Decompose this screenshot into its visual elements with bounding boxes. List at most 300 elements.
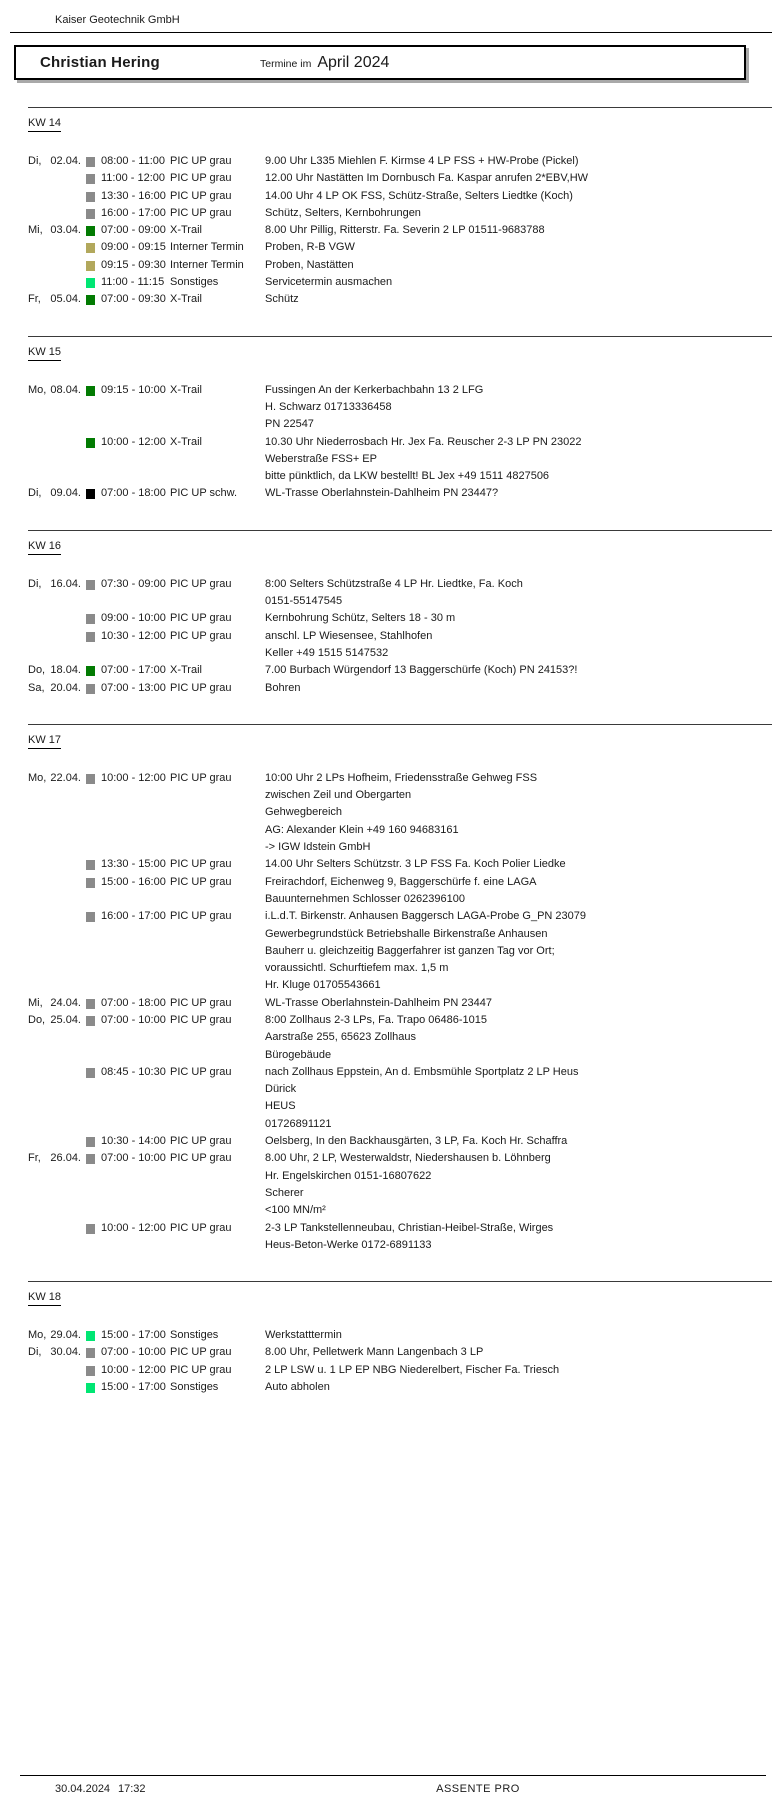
week-label: KW 14 bbox=[28, 117, 61, 132]
entry-day: Di, bbox=[28, 155, 42, 167]
appointment-row bbox=[0, 291, 780, 308]
entry-description-line: 10:00 Uhr 2 LPs Hofheim, Friedensstraße Gehweg FSS bbox=[265, 771, 538, 784]
entry-description-line: bitte pünktlich, da LKW bestellt! BL Jex +49 1511 4827506 bbox=[265, 470, 550, 483]
entry-category: PIC UP grau bbox=[170, 1363, 232, 1376]
entry-time: 16:00 - 17:00 bbox=[101, 206, 166, 219]
entry-icon-cell bbox=[86, 153, 101, 170]
entry-time: 15:00 - 17:00 bbox=[101, 1381, 166, 1394]
week-label: KW 17 bbox=[28, 734, 61, 749]
entry-day: Do, bbox=[28, 664, 46, 677]
entry-lines bbox=[265, 205, 772, 222]
entry-category: PIC UP grau bbox=[170, 1346, 232, 1359]
entry-day: Fr, bbox=[28, 1152, 41, 1165]
entry-time: 16:00 - 17:00 bbox=[101, 910, 166, 923]
category-color-icon bbox=[86, 1366, 95, 1376]
appointment-row bbox=[0, 662, 780, 679]
entry-time: 10:30 - 14:00 bbox=[101, 1135, 166, 1148]
entry-description-line: Heus-Beton-Werke 0172-6891133 bbox=[265, 1238, 432, 1251]
entry-icon-cell bbox=[86, 856, 101, 873]
entry-description-line: Werkstatttermin bbox=[265, 1329, 342, 1342]
entry-description-line: Freirachdorf, Eichenweg 9, Baggerschürfe f. eine LAGA bbox=[265, 875, 537, 888]
entry-icon-cell bbox=[86, 274, 101, 291]
entry-time: 07:00 - 17:00 bbox=[101, 664, 166, 677]
entry-day-cell bbox=[28, 856, 86, 873]
entry-day-cell bbox=[28, 188, 86, 205]
entry-category: Interner Termin bbox=[170, 241, 244, 254]
entry-category: PIC UP grau bbox=[170, 1221, 232, 1234]
entry-category: PIC UP grau bbox=[170, 681, 232, 694]
entry-description-line: Gehwegbereich bbox=[265, 806, 343, 819]
entry-lines bbox=[265, 222, 772, 239]
entry-day-cell bbox=[28, 680, 86, 697]
appointment-row bbox=[0, 257, 780, 274]
appointment-row bbox=[0, 485, 780, 502]
appointment-row bbox=[0, 205, 780, 222]
entry-date: 18.04. bbox=[50, 664, 81, 677]
entry-icon-cell bbox=[86, 610, 101, 627]
entry-lines bbox=[265, 662, 772, 679]
entry-date: 30.04. bbox=[50, 1346, 81, 1359]
entry-description-line: Schütz, Selters, Kernbohrungen bbox=[265, 206, 421, 219]
entry-icon-cell bbox=[86, 680, 101, 697]
entry-description-line: Oelsberg, In den Backhausgärten, 3 LP, Fa. Koch Hr. Schaffra bbox=[265, 1135, 568, 1148]
category-color-icon bbox=[86, 684, 95, 694]
entry-day-cell bbox=[28, 1064, 86, 1133]
page-footer bbox=[0, 1775, 780, 1815]
entry-icon-cell bbox=[86, 485, 101, 502]
entry-time: 07:00 - 18:00 bbox=[101, 996, 166, 1009]
category-color-icon bbox=[86, 774, 95, 784]
entry-description-line: Kernbohrung Schütz, Selters 18 - 30 m bbox=[265, 612, 456, 625]
category-color-icon bbox=[86, 878, 95, 888]
entry-time: 07:00 - 09:30 bbox=[101, 293, 166, 306]
entry-description-line: anschl. LP Wiesensee, Stahlhofen bbox=[265, 629, 433, 642]
category-color-icon bbox=[86, 1068, 95, 1078]
entry-description-line: Hr. Kluge 01705543661 bbox=[265, 979, 381, 992]
entry-icon-cell bbox=[86, 434, 101, 486]
entry-icon-cell bbox=[86, 188, 101, 205]
entry-description-line: 8.00 Uhr, Pelletwerk Mann Langenbach 3 LP bbox=[265, 1346, 484, 1359]
entry-description-line: 8.00 Uhr Pillig, Ritterstr. Fa. Severin 2 LP 01511-9683788 bbox=[265, 224, 545, 237]
entry-lines bbox=[265, 1379, 772, 1396]
category-color-icon bbox=[86, 580, 95, 590]
category-color-icon bbox=[86, 912, 95, 922]
entry-time: 07:00 - 10:00 bbox=[101, 1152, 166, 1165]
entry-icon-cell bbox=[86, 1133, 101, 1150]
category-color-icon bbox=[86, 438, 95, 448]
entry-date: 24.04. bbox=[50, 996, 81, 1009]
entry-day: Di, bbox=[28, 487, 42, 500]
title-box bbox=[14, 45, 746, 80]
entry-category: PIC UP grau bbox=[170, 612, 232, 625]
entry-time: 07:00 - 09:00 bbox=[101, 224, 166, 237]
entry-date: 05.04. bbox=[50, 293, 81, 306]
week-label: KW 18 bbox=[28, 1291, 61, 1306]
entry-description-line: Auto abholen bbox=[265, 1381, 330, 1394]
entry-time: 10:00 - 12:00 bbox=[101, 435, 166, 448]
entry-category: PIC UP schw. bbox=[170, 487, 238, 500]
entry-icon-cell bbox=[86, 1150, 101, 1219]
entry-day-cell bbox=[28, 485, 86, 502]
week-entries bbox=[0, 382, 780, 503]
appointment-row bbox=[0, 239, 780, 256]
entry-description-line: H. Schwarz 01713336458 bbox=[265, 400, 392, 413]
category-color-icon bbox=[86, 192, 95, 202]
entry-description-line: 10.30 Uhr Niederrosbach Hr. Jex Fa. Reuscher 2-3 LP PN 23022 bbox=[265, 435, 582, 448]
entry-date: 22.04. bbox=[50, 771, 81, 784]
appointment-row bbox=[0, 170, 780, 187]
entry-lines bbox=[265, 1150, 772, 1219]
category-color-icon bbox=[86, 295, 95, 305]
entry-day-cell bbox=[28, 382, 86, 434]
entry-category: PIC UP grau bbox=[170, 155, 232, 167]
entry-time: 07:00 - 13:00 bbox=[101, 681, 166, 694]
entry-category: X-Trail bbox=[170, 664, 202, 677]
entry-description-line: Servicetermin ausmachen bbox=[265, 276, 393, 289]
entry-category: PIC UP grau bbox=[170, 1013, 232, 1026]
entry-lines bbox=[265, 856, 772, 873]
entry-day-cell bbox=[28, 170, 86, 187]
appointment-row bbox=[0, 995, 780, 1012]
entry-description-line: i.L.d.T. Birkenstr. Anhausen Baggersch LAGA-Probe G_PN 23079 bbox=[265, 910, 587, 923]
entry-lines bbox=[265, 1327, 772, 1344]
entry-icon-cell bbox=[86, 576, 101, 611]
entry-time: 10:00 - 12:00 bbox=[101, 771, 166, 784]
entry-time: 10:00 - 12:00 bbox=[101, 1363, 166, 1376]
bottom-whitespace bbox=[0, 1396, 780, 1775]
week-section bbox=[0, 107, 780, 309]
entry-category: PIC UP grau bbox=[170, 875, 232, 888]
week-entries bbox=[0, 1327, 780, 1396]
entry-icon-cell bbox=[86, 1220, 101, 1255]
entry-lines bbox=[265, 1220, 772, 1255]
appointment-row bbox=[0, 856, 780, 873]
entry-description-line: Hr. Engelskirchen 0151-16807622 bbox=[265, 1169, 432, 1182]
entry-time: 08:00 - 11:00 bbox=[101, 155, 166, 167]
category-color-icon bbox=[86, 666, 95, 676]
entry-icon-cell bbox=[86, 1064, 101, 1133]
entry-day: Mi, bbox=[28, 996, 43, 1009]
entry-day-cell bbox=[28, 291, 86, 308]
entry-category: Sonstiges bbox=[170, 1329, 219, 1342]
entry-time: 13:30 - 16:00 bbox=[101, 189, 166, 202]
appointment-row bbox=[0, 576, 780, 611]
week-entries bbox=[0, 153, 780, 309]
entry-day: Mi, bbox=[28, 224, 43, 237]
entry-description-line: Bauunternehmen Schlosser 0262396100 bbox=[265, 892, 465, 905]
appointment-row bbox=[0, 1150, 780, 1219]
entry-lines bbox=[265, 239, 772, 256]
footer-divider bbox=[20, 1775, 766, 1776]
entry-category: X-Trail bbox=[170, 383, 202, 396]
entry-description-line: AG: Alexander Klein +49 160 94683161 bbox=[265, 823, 459, 836]
entry-icon-cell bbox=[86, 1362, 101, 1379]
category-color-icon bbox=[86, 1331, 95, 1341]
company-header bbox=[0, 14, 780, 32]
appointment-row bbox=[0, 1344, 780, 1361]
entry-description-line: 9.00 Uhr L335 Miehlen F. Kirmse 4 LP FSS + HW-Probe (Pickel) bbox=[265, 155, 579, 167]
entry-category: PIC UP grau bbox=[170, 629, 232, 642]
category-color-icon bbox=[86, 1348, 95, 1358]
entry-day-cell bbox=[28, 662, 86, 679]
entry-category: PIC UP grau bbox=[170, 172, 232, 185]
week-entries bbox=[0, 576, 780, 697]
entry-description-line: 14.00 Uhr Selters Schützstr. 3 LP FSS Fa. Koch Polier Liedke bbox=[265, 858, 566, 871]
entry-category: PIC UP grau bbox=[170, 577, 232, 590]
week-section bbox=[0, 530, 780, 697]
entry-icon-cell bbox=[86, 662, 101, 679]
entry-day-cell bbox=[28, 1150, 86, 1219]
entry-description-line: Proben, Nastätten bbox=[265, 258, 354, 271]
entry-icon-cell bbox=[86, 628, 101, 663]
entry-description-line: nach Zollhaus Eppstein, An d. Embsmühle Sportplatz 2 LP Heus bbox=[265, 1065, 579, 1078]
entry-lines bbox=[265, 1362, 772, 1379]
entry-icon-cell bbox=[86, 874, 101, 909]
entry-time: 09:15 - 09:30 bbox=[101, 258, 166, 271]
print-time: 17:32 bbox=[118, 1783, 146, 1795]
category-color-icon bbox=[86, 1154, 95, 1164]
entry-time: 07:00 - 10:00 bbox=[101, 1013, 166, 1026]
entry-category: X-Trail bbox=[170, 224, 202, 237]
entry-lines bbox=[265, 1133, 772, 1150]
appointment-row bbox=[0, 1220, 780, 1255]
appointment-row bbox=[0, 1133, 780, 1150]
entry-time: 07:00 - 18:00 bbox=[101, 487, 166, 500]
entry-day: Mo, bbox=[28, 1329, 47, 1342]
entry-time: 07:30 - 09:00 bbox=[101, 577, 166, 590]
entry-category: Sonstiges bbox=[170, 276, 219, 289]
person-name: Christian Hering bbox=[40, 54, 160, 71]
category-color-icon bbox=[86, 1383, 95, 1393]
entry-date: 09.04. bbox=[50, 487, 81, 500]
entry-time: 07:00 - 10:00 bbox=[101, 1346, 166, 1359]
appointment-row bbox=[0, 222, 780, 239]
appointment-row bbox=[0, 628, 780, 663]
entry-lines bbox=[265, 770, 772, 856]
entry-lines bbox=[265, 1012, 772, 1064]
category-color-icon bbox=[86, 157, 95, 167]
entry-icon-cell bbox=[86, 291, 101, 308]
entry-day-cell bbox=[28, 239, 86, 256]
category-color-icon bbox=[86, 860, 95, 870]
entry-icon-cell bbox=[86, 239, 101, 256]
entry-description-line: 12.00 Uhr Nastätten Im Dornbusch Fa. Kaspar anrufen 2*EBV,HW bbox=[265, 172, 589, 185]
header-divider bbox=[10, 32, 772, 33]
entry-date: 08.04. bbox=[50, 383, 81, 396]
entry-description-line: -> IGW Idstein GmbH bbox=[265, 841, 371, 854]
entry-description-line: 01726891121 bbox=[265, 1117, 332, 1130]
entry-lines bbox=[265, 485, 772, 502]
entry-description-line: 8.00 Uhr, 2 LP, Westerwaldstr, Niedershausen b. Löhnberg bbox=[265, 1152, 551, 1165]
entry-description-line: Bauherr u. gleichzeitig Baggerfahrer ist ganzen Tag vor Ort; bbox=[265, 944, 555, 957]
week-label: KW 15 bbox=[28, 346, 61, 361]
entry-description-line: Bohren bbox=[265, 681, 301, 694]
print-date: 30.04.2024 bbox=[55, 1783, 111, 1795]
entry-day-cell bbox=[28, 1362, 86, 1379]
entry-category: PIC UP grau bbox=[170, 910, 232, 923]
entry-day: Fr, bbox=[28, 293, 41, 306]
category-color-icon bbox=[86, 614, 95, 624]
entry-icon-cell bbox=[86, 382, 101, 434]
entry-date: 20.04. bbox=[50, 681, 81, 694]
entry-day-cell bbox=[28, 257, 86, 274]
category-color-icon bbox=[86, 999, 95, 1009]
entry-category: PIC UP grau bbox=[170, 858, 232, 871]
category-color-icon bbox=[86, 386, 95, 396]
entry-lines bbox=[265, 382, 772, 434]
entry-description-line: 7.00 Burbach Würgendorf 13 Baggerschürfe (Koch) PN 24153?! bbox=[265, 664, 578, 677]
appointment-row bbox=[0, 610, 780, 627]
entry-description-line: WL-Trasse Oberlahnstein-Dahlheim PN 23447 bbox=[265, 996, 493, 1009]
entry-description-line: 8:00 Selters Schützstraße 4 LP Hr. Liedtke, Fa. Koch bbox=[265, 577, 523, 590]
report-title bbox=[260, 54, 389, 72]
entry-description-line: Proben, R-B VGW bbox=[265, 241, 355, 254]
appointment-row bbox=[0, 680, 780, 697]
entry-lines bbox=[265, 1344, 772, 1361]
footer-row bbox=[0, 1783, 780, 1803]
entry-date: 26.04. bbox=[50, 1152, 81, 1165]
entry-description-line: Gewerbegrundstück Betriebshalle Birkenstraße Anhausen bbox=[265, 927, 548, 940]
entry-category: PIC UP grau bbox=[170, 1152, 232, 1165]
entry-day: Do, bbox=[28, 1013, 46, 1026]
entry-day: Di, bbox=[28, 577, 42, 590]
entry-day-cell bbox=[28, 995, 86, 1012]
entry-date: 16.04. bbox=[50, 577, 81, 590]
entry-day-cell bbox=[28, 1344, 86, 1361]
entry-category: X-Trail bbox=[170, 293, 202, 306]
app-name: ASSENTE PRO bbox=[436, 1783, 520, 1795]
appointment-row bbox=[0, 153, 780, 170]
entry-day-cell bbox=[28, 874, 86, 909]
entry-time: 11:00 - 11:15 bbox=[101, 276, 165, 289]
entry-description-line: 14.00 Uhr 4 LP OK FSS, Schütz-Straße, Selters Liedtke (Koch) bbox=[265, 189, 573, 202]
entry-icon-cell bbox=[86, 222, 101, 239]
appointment-row bbox=[0, 188, 780, 205]
entry-lines bbox=[265, 995, 772, 1012]
entry-category: PIC UP grau bbox=[170, 771, 232, 784]
entry-category: Interner Termin bbox=[170, 258, 244, 271]
entry-time: 13:30 - 15:00 bbox=[101, 858, 166, 871]
entry-lines bbox=[265, 188, 772, 205]
category-color-icon bbox=[86, 278, 95, 288]
title-month: April 2024 bbox=[317, 53, 390, 71]
entry-icon-cell bbox=[86, 995, 101, 1012]
entry-description-line: Weberstraße FSS+ EP bbox=[265, 452, 377, 465]
title-prefix: Termine im bbox=[260, 57, 312, 70]
entry-description-line: zwischen Zeil und Obergarten bbox=[265, 789, 412, 802]
entry-icon-cell bbox=[86, 770, 101, 856]
appointment-row bbox=[0, 382, 780, 434]
entry-description-line: Dürick bbox=[265, 1083, 297, 1096]
entry-lines bbox=[265, 274, 772, 291]
entry-date: 29.04. bbox=[50, 1329, 81, 1342]
entry-category: PIC UP grau bbox=[170, 206, 232, 219]
week-section bbox=[0, 1281, 780, 1396]
entry-date: 25.04. bbox=[50, 1013, 81, 1026]
entry-day: Mo, bbox=[28, 771, 47, 784]
category-color-icon bbox=[86, 261, 95, 271]
category-color-icon bbox=[86, 174, 95, 184]
entry-lines bbox=[265, 680, 772, 697]
entry-description-line: Bürogebäude bbox=[265, 1048, 332, 1061]
entry-day-cell bbox=[28, 1220, 86, 1255]
appointment-row bbox=[0, 434, 780, 486]
entry-description-line: 8:00 Zollhaus 2-3 LPs, Fa. Trapo 06486-1015 bbox=[265, 1013, 487, 1026]
category-color-icon bbox=[86, 1016, 95, 1026]
entry-category: PIC UP grau bbox=[170, 189, 232, 202]
entry-lines bbox=[265, 434, 772, 486]
entry-icon-cell bbox=[86, 257, 101, 274]
entry-category: PIC UP grau bbox=[170, 1065, 232, 1078]
entry-day-cell bbox=[28, 770, 86, 856]
entry-description-line: PN 22547 bbox=[265, 418, 314, 431]
entry-time: 08:45 - 10:30 bbox=[101, 1065, 166, 1078]
entry-day-cell bbox=[28, 1327, 86, 1344]
appointment-row bbox=[0, 874, 780, 909]
entry-lines bbox=[265, 257, 772, 274]
category-color-icon bbox=[86, 632, 95, 642]
entry-time: 10:00 - 12:00 bbox=[101, 1221, 166, 1234]
entry-icon-cell bbox=[86, 205, 101, 222]
category-color-icon bbox=[86, 209, 95, 219]
entry-description-line: HEUS bbox=[265, 1100, 296, 1113]
entry-time: 11:00 - 12:00 bbox=[101, 172, 166, 185]
entry-day-cell bbox=[28, 610, 86, 627]
entry-day: Sa, bbox=[28, 681, 45, 694]
entry-description-line: 2-3 LP Tankstellenneubau, Christian-Heibel-Straße, Wirges bbox=[265, 1221, 554, 1234]
entry-lines bbox=[265, 291, 772, 308]
entry-day-cell bbox=[28, 1133, 86, 1150]
entry-description-line: 0151-55147545 bbox=[265, 595, 343, 608]
appointment-row bbox=[0, 908, 780, 994]
entry-date: 03.04. bbox=[50, 224, 81, 237]
category-color-icon bbox=[86, 1224, 95, 1234]
entry-description-line: 2 LP LSW u. 1 LP EP NBG Niederelbert, Fischer Fa. Triesch bbox=[265, 1363, 560, 1376]
entry-lines bbox=[265, 153, 772, 170]
entry-lines bbox=[265, 576, 772, 611]
entry-description-line: Scherer bbox=[265, 1186, 304, 1199]
entry-icon-cell bbox=[86, 1327, 101, 1344]
entry-description-line: voraussichtl. Schurftiefem max. 1,5 m bbox=[265, 962, 449, 975]
entry-icon-cell bbox=[86, 1344, 101, 1361]
entry-lines bbox=[265, 908, 772, 994]
entry-lines bbox=[265, 874, 772, 909]
entry-day-cell bbox=[28, 1012, 86, 1064]
entry-day-cell bbox=[28, 222, 86, 239]
entry-lines bbox=[265, 1064, 772, 1133]
appointment-row bbox=[0, 274, 780, 291]
entry-day: Di, bbox=[28, 1346, 42, 1359]
entry-time: 15:00 - 16:00 bbox=[101, 875, 166, 888]
entry-date: 02.04. bbox=[50, 155, 81, 167]
entry-time: 09:00 - 10:00 bbox=[101, 612, 166, 625]
appointment-row bbox=[0, 1327, 780, 1344]
entry-day-cell bbox=[28, 908, 86, 994]
category-color-icon bbox=[86, 226, 95, 236]
appointment-row bbox=[0, 770, 780, 856]
entry-icon-cell bbox=[86, 1012, 101, 1064]
entry-time: 10:30 - 12:00 bbox=[101, 629, 166, 642]
appointment-row bbox=[0, 1012, 780, 1064]
entry-day-cell bbox=[28, 1379, 86, 1396]
entry-icon-cell bbox=[86, 908, 101, 994]
entry-day-cell bbox=[28, 434, 86, 486]
entry-lines bbox=[265, 628, 772, 663]
entry-category: PIC UP grau bbox=[170, 996, 232, 1009]
week-entries bbox=[0, 770, 780, 1254]
entry-icon-cell bbox=[86, 170, 101, 187]
entry-category: X-Trail bbox=[170, 435, 202, 448]
